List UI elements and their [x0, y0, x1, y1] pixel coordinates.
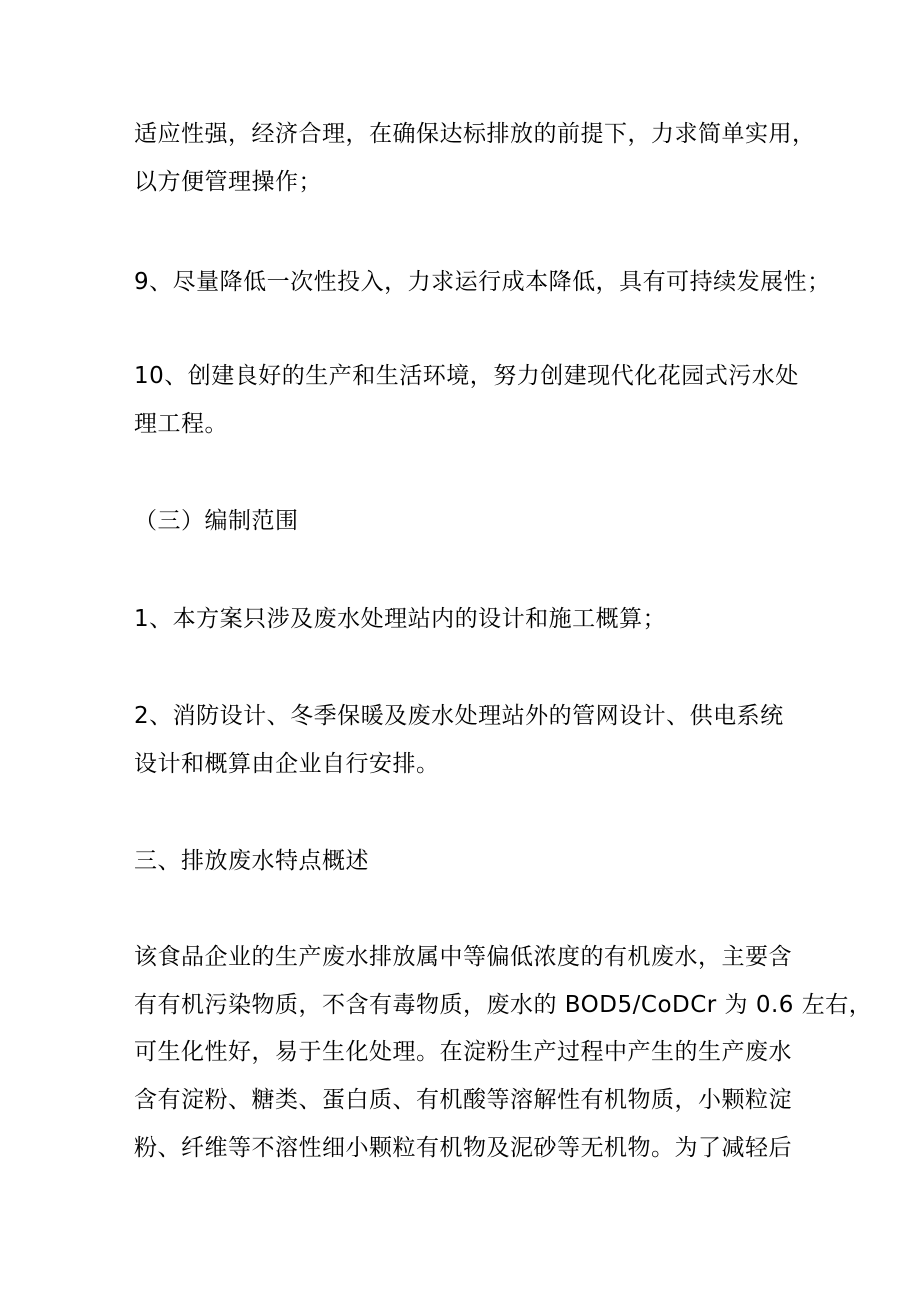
- list-item-2-continuation: 设计和概算由企业自行安排。: [134, 751, 440, 777]
- paragraph-line: 含有淀粉、糖类、蛋白质、有机酸等溶解性有机物质，小颗粒淀: [134, 1087, 792, 1113]
- list-item-2: 2、消防设计、冬季保暖及废水处理站外的管网设计、供电系统: [134, 703, 784, 729]
- list-item-10-continuation: 理工程。: [134, 411, 228, 437]
- list-item-1: 1、本方案只涉及废水处理站内的设计和施工概算；: [134, 606, 667, 632]
- paragraph-line: 可生化性好，易于生化处理。在淀粉生产过程中产生的生产废水: [134, 1039, 792, 1065]
- list-item-9: 9、尽量降低一次性投入，力求运行成本降低，具有可持续发展性；: [134, 269, 831, 295]
- paragraph-line: 粉、纤维等不溶性细小颗粒有机物及泥砂等无机物。为了减轻后: [134, 1135, 792, 1161]
- section-heading-scope: （三）编制范围: [134, 508, 299, 534]
- list-item-10: 10、创建良好的生产和生活环境，努力创建现代化花园式污水处: [134, 363, 799, 389]
- paragraph-line: 以方便管理操作；: [134, 169, 322, 195]
- paragraph-line: 该食品企业的生产废水排放属中等偏低浓度的有机废水，主要含: [134, 944, 792, 970]
- paragraph-line: 有有机污染物质，不含有毒物质，废水的 BOD5/CoDCr 为 0.6 左右，: [134, 992, 873, 1018]
- section-heading-wastewater: 三、排放废水特点概述: [134, 848, 369, 874]
- paragraph-line: 适应性强，经济合理，在确保达标排放的前提下，力求简单实用，: [134, 121, 816, 147]
